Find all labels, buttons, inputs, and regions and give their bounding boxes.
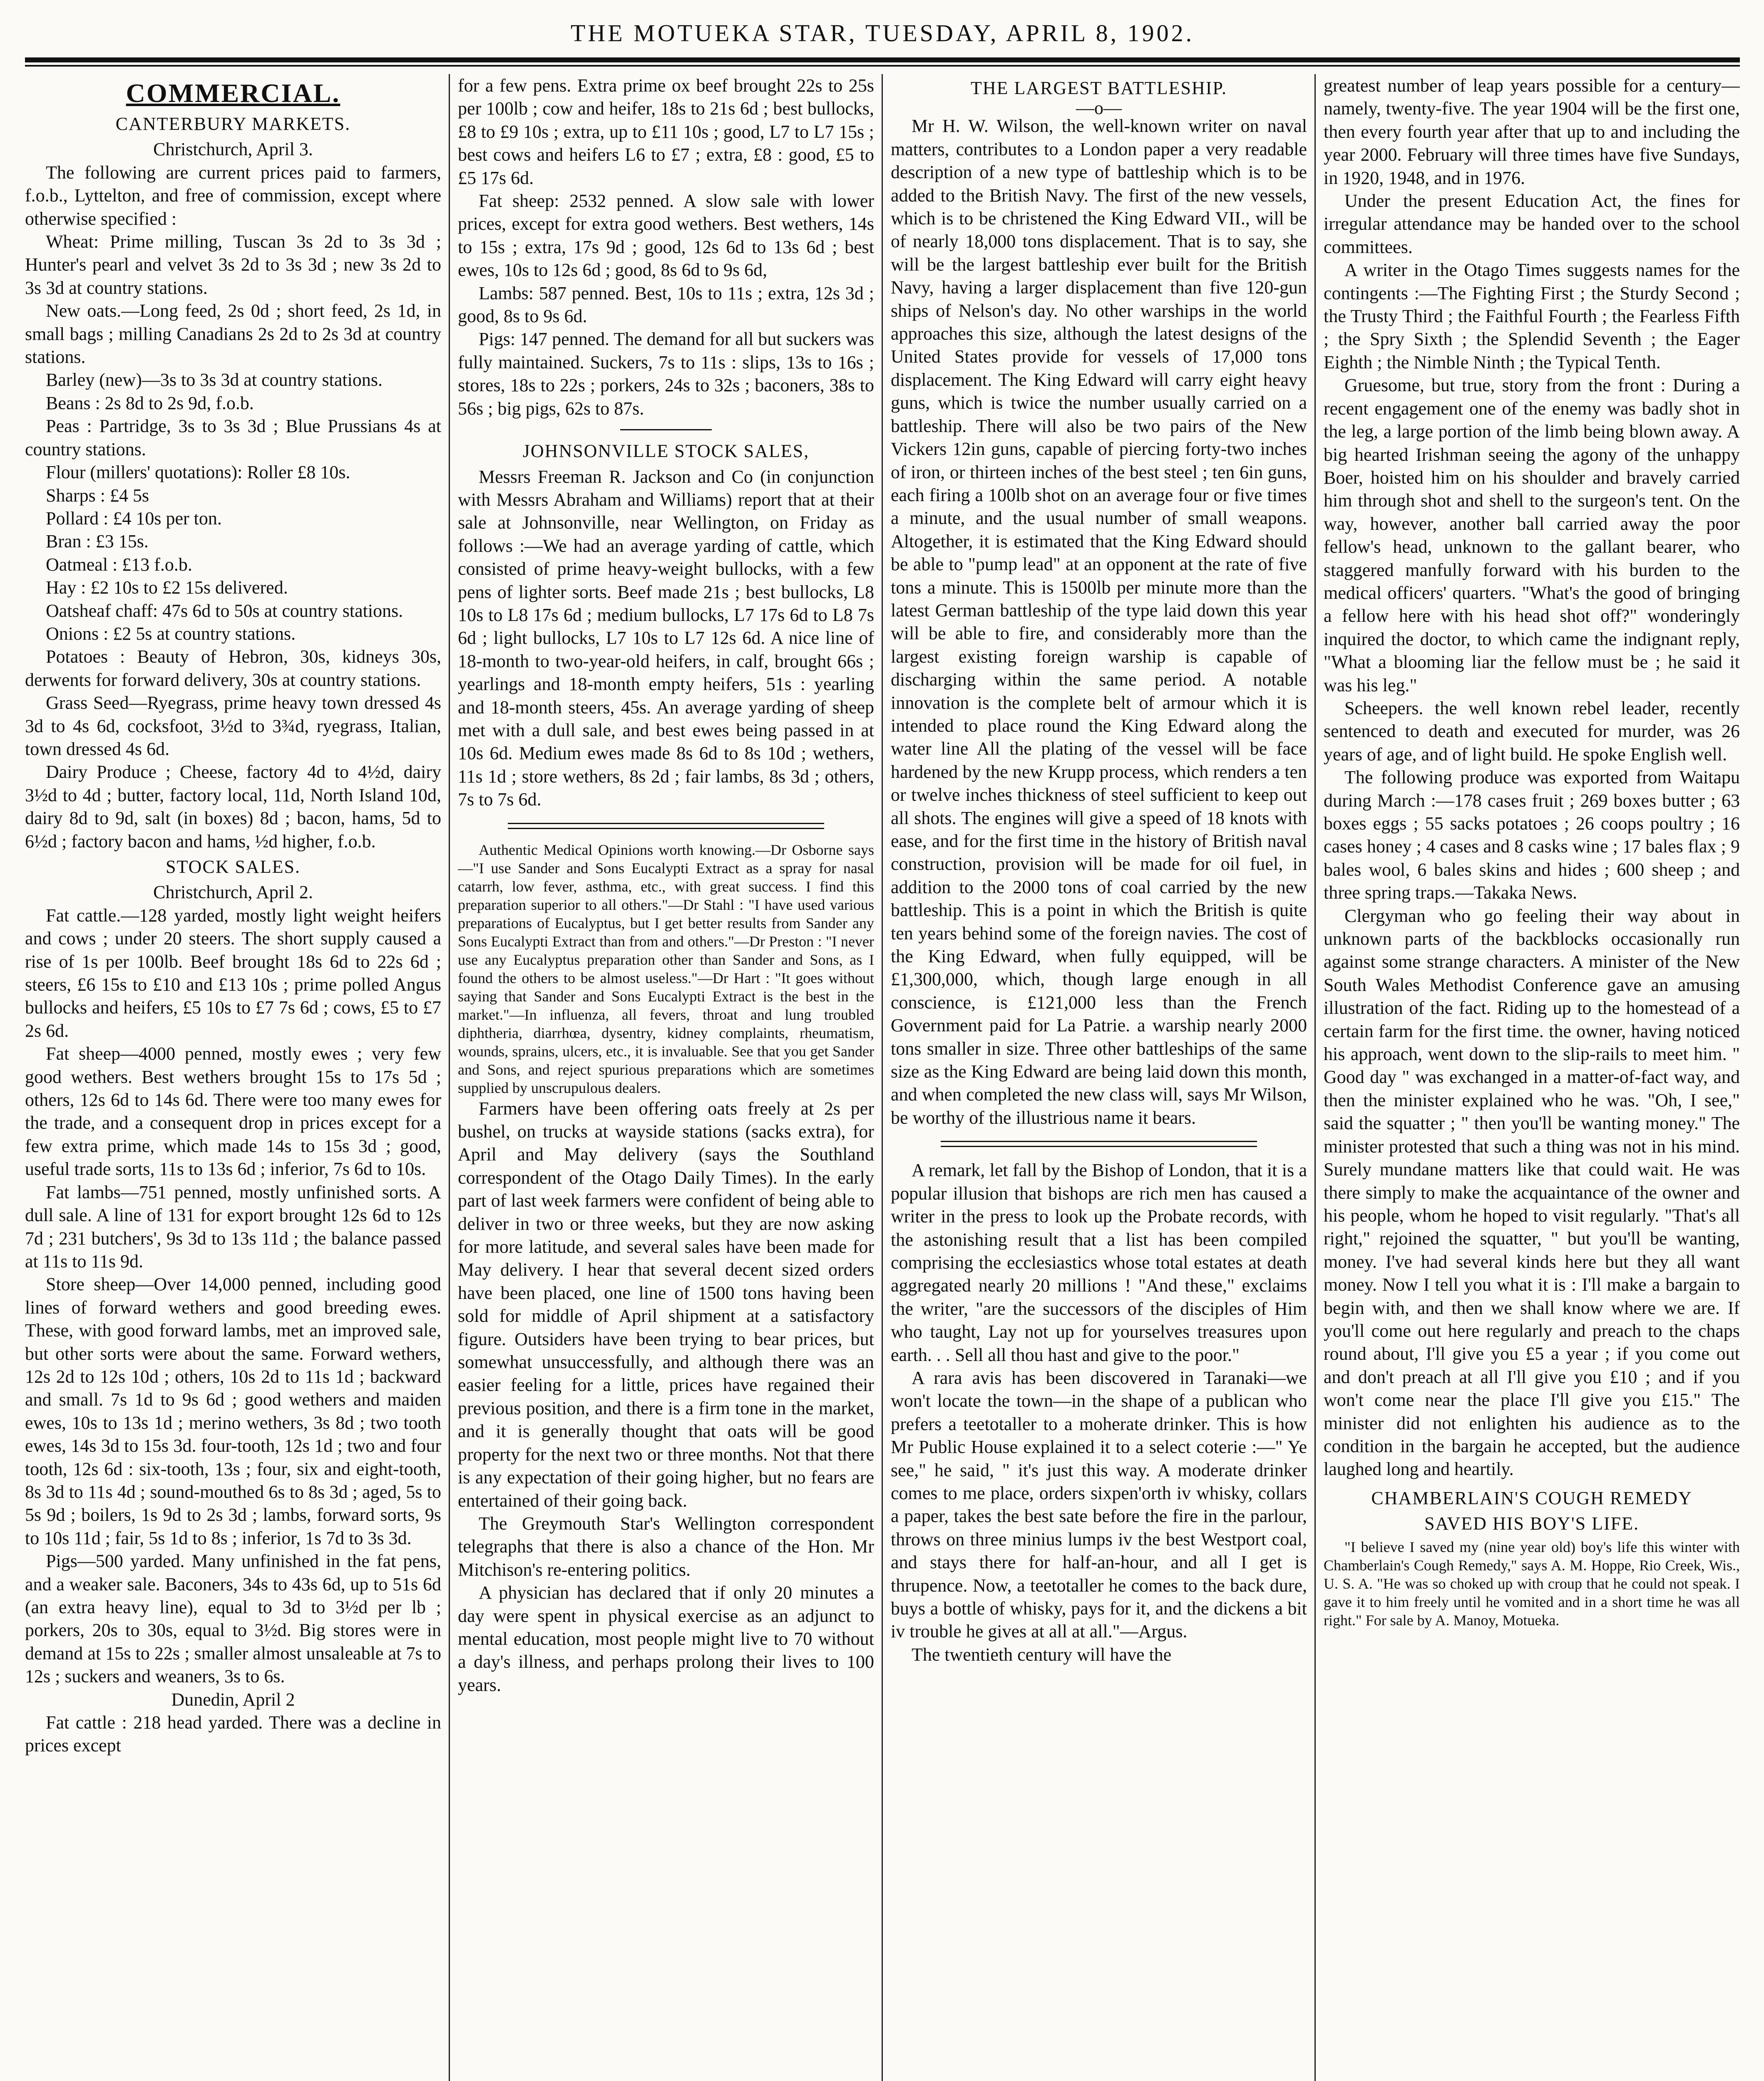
market-para: Flour (millers' quotations): Roller £8 10s. [46,462,350,483]
dunedin-para: Pigs: 147 penned. The demand for all but suckers was fully maintained. Suckers, 7s to 11s : slips, 13s to 16s ; stores, 18s to 22s ; porkers, 24s to 32s ; baconers, 38s to 56s ; big pigs, 62s to 87s. [458,329,874,419]
market-para: Grass Seed—Ryegrass, prime heavy town dressed 4s 3d to 4s 6d, cocksfoot, 3½d to 3¾d, ryegrass, Italian, town dressed 4s 6d. [25,693,441,759]
dunedin-para: Fat cattle : 218 head yarded. There was a decline in prices except [25,1712,441,1756]
heading-stock-sales: STOCK SALES. [166,857,301,877]
stock-para: Fat lambs—751 penned, mostly unfinished sorts. A dull sale. A line of 131 for export brought 12s 6d to 12s 7d ; 231 butchers', 9s 3d to 13s 11d ; the balance passed at 11s to 11s 9d. [25,1182,441,1271]
advert-chamberlain: "I believe I saved my (nine year old) boy's life this winter with Chamberlain's Cough Remedy," says A. M. Hoppe, Rio Creek, Wis., U. S. A. "He was so choked up with croup that he could not speak. I gave it to him freely until he vomited and in a short time he was all right." For sale by A. Manoy, Motueka. [1324,1538,1740,1629]
column-1 [25,74,441,2081]
market-para: Pollard : £4 10s per ton. [46,508,222,529]
article-divider [620,429,712,430]
masthead: THE MOTUEKA STAR, TUESDAY, APRIL 8, 1902. [570,20,1195,47]
dateline-christchurch: Christchurch, April 3. [153,139,313,160]
news-para: The Greymouth Star's Wellington correspondent telegraphs that there is also a chance of the Hon. Mr Mitchison's re-entering politics. [458,1513,874,1580]
news-para: A remark, let fall by the Bishop of London, that it is a popular illusion that bishops are rich men has caused a writer in the press to look up the Probate records, with the astonishing result that a list has been compiled comprising the ecclesiastics whose total estates at death aggregated nearly 20 millions ! "And these," exclaims the writer, "are the successors of the disciples of Him who taught, Lay not up for yourselves treasures upon earth. . . Sell all thou hast and give to the poor." [891,1160,1307,1365]
market-para: Dairy Produce ; Cheese, factory 4d to 4½d, dairy 3½d to 4d ; butter, factory local, 11d, North Island 10d, dairy 8d to 9d, salt (in boxes) 8d ; bacon, hams, 5d to 6½d ; factory bacon and hams, ½d higher, f.o.b. [25,762,441,852]
news-para: Gruesome, but true, story from the front : During a recent engagement one of the enemy was badly shot in the leg, a large portion of the limb being blown away. A big hearted Irishman seeing the agony of the unhappy Boer, hoisted him on his shoulder and bravely carried him through shot and shell to the surgeon's tent. On the way, however, another ball carried away the poor fellow's head, unknown to the gallant bearer, who staggered manfully forward with his burden to the medical officers' quarters. "What's the good of bringing a fellow here with his head shot off?" wonderingly inquired the doctor, to which came the indignant reply, "What a blooming liar the fellow must be ; he said it was his leg." [1324,375,1740,695]
stock-para: Fat sheep—4000 penned, mostly ewes ; very few good wethers. Best wethers brought 15s to 17s 5d ; others, 12s 6d to 14s 6d. There were too many ewes for the trade, and a consequent drop in prices except for a few extra prime, which made 14s to 15s 3d ; good, useful trade sorts, 11s to 13s 6d ; inferior, 7s 6d to 10s. [25,1043,441,1180]
heading-largest-battleship: THE LARGEST BATTLESHIP. [971,78,1227,98]
news-para: Under the present Education Act, the fines for irregular attendance may be handed over to the school committees. [1324,191,1740,257]
news-para: A rara avis has been discovered in Taranaki—we won't locate the town—in the shape of a publican who prefers a teetotaller to a moherate drinker. This is how Mr Public House explained it to a select coterie :—" Ye see," he said, " it's just this way. A moderate drinker comes to me place, orders sixpen'orth iv whisky, collars a paper, takes the best sate before the fire in the parlour, throws on three minius lumps iv the best Westport coal, and stays there for half-an-hour, and all I get is thrupence. Now, a teetotaller he comes to the back dure, buys a bottle of whisky, pays for it, and the dickens a bit iv trouble he gives at all at all."—Argus. [891,1367,1307,1642]
masthead-rule-thick [25,57,1740,62]
news-para: Farmers have been offering oats freely at 2s per bushel, on trucks at wayside stations (sacks extra), for April and May delivery (says the Southland correspondent of the Otago Daily Times). In the early part of last week farmers were confident of being able to deliver in two or three weeks, but they are now asking for more latitude, and several sales have been made for May delivery. I hear that several decent sized orders have been placed, one line of 1500 tons having been sold for middle of April shipment at a satisfactory figure. Outsiders have been trying to bear prices, but somewhat unsuccessfully, and although there was an easier feeling for a little, prices have regained their previous position, and there is a firm tone in the market, and it is generally thought that oats will be good property for the next two or three months. Not that there is any expectation of their going higher, but no fears are entertained of their going back. [458,1098,874,1511]
heading-johnsonville: JOHNSONVILLE STOCK SALES, [522,441,810,462]
dateline-dunedin: Dunedin, April 2 [171,1689,295,1710]
column-rule [1314,74,1316,2081]
heading-separator: —o— [1076,98,1122,119]
column-4 [1324,74,1740,2081]
masthead-rule-thin [25,65,1740,67]
news-para: Scheepers. the well known rebel leader, recently sentenced to death and executed for murder, was 26 years of age, and of light build. He spoke English well. [1324,698,1740,765]
news-para: A physician has declared that if only 20 minutes a day were spent in physical exercise as an adjunct to mental education, most people might live to 70 without a day's illness, and perhaps prolong their lives to 100 years. [458,1582,874,1695]
stock-para: Pigs—500 yarded. Many unfinished in the fat pens, and a weaker sale. Baconers, 34s to 43s 6d, up to 51s 6d (an extra heavy line), equal to 3d to 3½d per lb ; porkers, 20s to 30s, equal to 3½d. Big stores were in demand at 15s to 22s ; smaller almost unsaleable at 7s to 12s ; suckers and weaners, 3s to 6s. [25,1551,441,1687]
market-para: Sharps : £4 5s [46,485,149,506]
heading-chamberlain-sub: SAVED HIS BOY'S LIFE. [1424,1513,1640,1534]
market-para: Beans : 2s 8d to 2s 9d, f.o.b. [46,392,254,413]
stock-para: Fat cattle.—128 yarded, mostly light weight heifers and cows ; under 20 steers. The short supply caused a rise of 1s per 100lb. Beef brought 18s 6d to 22s 6d ; steers, £6 15s to £10 and £13 10s ; prime polled Angus bullocks and heifers, £5 10s to £7 7s 6d ; cows, £5 to £7 2s 6d. [25,905,441,1041]
news-para: Clergyman who go feeling their way about in unknown parts of the backblocks occasionally run against some strange characters. A minister of the New South Wales Methodist Conference gave an amusing illustration of the fact. Riding up to the homestead of a certain farm for the first time. the owner, having noticed his approach, went down to the slip-rails to meet him. " Good day " was exchanged in a matter-of-fact way, and then the minister explained who he was. "Oh, I see," said the squatter ; " then you'll be wanting money." The minister protested that such a thing was not in his mind. Surely mundane matters like that could wait. He was there simply to make the acquaintance of the owner and his people, whom he hoped to visit regularly. "That's all right," rejoined the squatter, " but you'll be wanting, money. I've had several kinds here but they all want money. Now I tell you what it is : I'll make a bargain to begin with, and then we shall know where we are. If you'll come out here regularly and preach to the chaps round about, I'll give you £5 a year ; if you come out and don't preach at all I'll give you £10 ; and if you won't come near the place I'll give you £15." The minister did not enlighten his audience as to the condition in the bargain he accepted, but the audience laughed long and heartily. [1324,905,1740,1480]
article-divider [941,1141,1257,1147]
column-2 [458,74,874,2081]
market-para: Hay : £2 10s to £2 15s delivered. [46,577,288,598]
market-para: Barley (new)—3s to 3s 3d at country stations. [46,370,383,390]
column-3 [891,74,1307,2081]
news-para: The twentieth century will have the [912,1644,1172,1665]
market-para: The following are current prices paid to farmers, f.o.b., Lyttelton, and free of commission, except where otherwise specified : [25,162,441,229]
market-para: Peas : Partridge, 3s to 3s 3d ; Blue Prussians 4s at country stations. [25,416,441,459]
market-para: New oats.—Long feed, 2s 0d ; short feed, 2s 1d, in small bags ; milling Canadians 2s 2d to 2s 3d at country stations. [25,300,441,368]
dunedin-continued-para: for a few pens. Extra prime ox beef brought 22s to 25s per 100lb ; cow and heifer, 18s to 21s 6d ; best bullocks, £8 to £9 10s ; extra, up to £11 10s ; good, L7 to L7 15s ; best cows and heifers L6 to £7 ; extra, £8 : good, £5 to £5 17s 6d. [458,75,874,188]
market-para: Bran : £3 15s. [46,531,149,552]
article-divider [508,823,824,829]
market-para: Oatmeal : £13 f.o.b. [46,554,192,575]
column-rule [882,74,883,2081]
news-para: A writer in the Otago Times suggests names for the contingents :—The Fighting First ; the Sturdy Second ; the Trusty Third ; the Faithful Fourth ; the Fearless Fifth ; the Spry Sixth ; the Splendid Seventh ; the Eager Eighth ; the Nimble Ninth ; the Typical Tenth. [1324,260,1740,372]
battleship-para: Mr H. W. Wilson, the well-known writer on naval matters, contributes to a London paper a very readable description of a new type of battleship which is to be added to the British Navy. The first of the new vessels, which is to be christened the King Edward VII., will be of nearly 18,000 tons displacement. That is to say, she will be the largest battleship ever built for the British Navy, having a larger displacement than five 120-gun ships of Nelson's day. No other warships in the world approaches this size, although the latest designs of the United States provide for vessels of 17,000 tons displacement. The King Edward will carry eight heavy guns, which is twice the number usually carried on a battleship. There will also be two pairs of the New Vickers 12in guns, capable of piercing forty-two inches of iron, or thirteen inches of the best steel ; ten 6in guns, each firing a 100lb shot on an average four or five times a minute, and the usual number of small weapons. Altogether, it is estimated that the King Edward should be able to "pump lead" at an opponent at the rate of five tons a minute. This is 1500lb per minute more than the latest German battleship of the type laid down this year will be able to fire, and considerably more than the largest existing foreign warship is capable of discharging within the same period. A notable innovation is the complete belt of armour which it is intended to place round the King Edward along the water line All the plating of the vessel will be face hardened by the new Krupp process, which renders a ten or twelve inches thickness of steel sufficient to keep out all shots. The engines will give a speed of 18 knots with ease, and for the first time in the history of British naval construction, provision will be made for oil fuel, in addition to the 2000 tons of coal carried by the new battleship. This is a point in which the British is quite ten years behind some of the foreign navies. The cost of the King Edward, when fully equipped, will be £1,300,000, which, though large enough in all conscience, is £121,000 less than the French Government paid for La Patrie. a warship nearly 2000 tons smaller in size. Three other battleships of the same size as the King Edward are being laid down this month, and when completed the new class will, says Mr Wilson, be worthy of the illustrious name it bears. [891,116,1307,1128]
heading-canterbury-markets: CANTERBURY MARKETS. [115,114,351,134]
column-rule [449,74,450,2081]
section-title-commercial: COMMERCIAL. [126,78,340,108]
news-para: The following produce was exported from Waitapu during March :—178 cases fruit ; 269 boxes butter ; 63 boxes eggs ; 55 sacks potatoes ; 26 coops poultry ; 16 cases honey ; 4 cases and 8 casks wine ; 17 bales flax ; 9 bales wool, 6 bales skins and hides ; 600 sheep ; and three spring traps.—Takaka News. [1324,767,1740,903]
heading-chamberlain: CHAMBERLAIN'S COUGH REMEDY [1371,1487,1692,1508]
leap-years-para: greatest number of leap years possible for a century—namely, twenty-five. The year 1904 will be the first one, then every fourth year after that up to and including the year 2000. February will three times have five Sundays, in 1920, 1948, and in 1976. [1324,75,1740,188]
johnsonville-para: Messrs Freeman R. Jackson and Co (in conjunction with Messrs Abraham and Williams) report that at their sale at Johnsonville, near Wellington, on Friday as follows :—We had an average yarding of cattle, which consisted of prime heavy-weight bullocks, with a few pens of lighter sorts. Beef made 21s ; best bullocks, L8 10s to L8 17s 6d ; medium bullocks, L7 17s 6d to L8 7s 6d ; light bullocks, L7 10s to L7 12s 6d. A nice line of 18-month to two-year-old heifers, in calf, brought 66s ; yearlings and 18-month empty heifers, 51s : yearling and 18-month steers, 45s. An average yarding of sheep met with a dull sale, and best ewes being passed in at 10s 6d. Medium ewes made 8s 6d to 8s 10d ; wethers, 11s 1d ; store wethers, 8s 2d ; fair lambs, 8s 3d ; others, 7s to 7s 6d. [458,466,874,810]
market-para: Onions : £2 5s at country stations. [46,623,296,644]
stock-para: Store sheep—Over 14,000 penned, including good lines of forward wethers and good breeding ewes. These, with good forward lambs, met an improved sale, but other sorts were about the same. Forward wethers, 12s 2d to 12s 10d ; others, 10s 2d to 11s 1d ; backward and small. 7s 1d to 9s 6d ; good wethers and maiden ewes, 10s to 13s 1d ; merino wethers, 3s 8d ; two tooth ewes, 14s 3d to 15s 3d. four-tooth, 12s 1d ; two and four tooth, 12s 6d : six-tooth, 13s ; four, six and eight-tooth, 8s 3d to 11s 4d ; sound-mouthed 6s to 8s 3d ; aged, 5s to 5s 9d ; boilers, 1s 9d to 2s 3d ; lambs, forward sorts, 9s to 10s 11d ; fair, 5s 1d to 8s ; inferior, 1s 7d to 3s 3d. [25,1274,441,1548]
dunedin-para: Lambs: 587 penned. Best, 10s to 11s ; extra, 12s 3d ; good, 8s to 9s 6d. [458,283,874,327]
dateline-christchurch-stock: Christchurch, April 2. [153,882,313,903]
dunedin-para: Fat sheep: 2532 penned. A slow sale with lower prices, except for extra good wethers. Best wethers, 14s to 15s ; extra, 17s 9d ; good, 12s 6d to 13s 6d ; best ewes, 10s to 12s 6d ; good, 8s 6d to 9s 6d, [458,191,874,281]
market-para: Potatoes : Beauty of Hebron, 30s, kidneys 30s, derwents for forward delivery, 30s at country stations. [25,646,441,690]
market-para: Wheat: Prime milling, Tuscan 3s 2d to 3s 3d ; Hunter's pearl and velvet 3s 2d to 3s 3d ; new 3s 2d to 3s 3d at country stations. [25,231,441,298]
advert-eucalypti: Authentic Medical Opinions worth knowing.—Dr Osborne says—"I use Sander and Sons Eucalypti Extract as a spray for nasal catarrh, low fever, asthma, etc., with great success. I find this preparation superior to all others."—Dr Stahl : "I have used various preparations of Eucalyptus, but I get better results from Sander any Sons Eucalypti Extract than from and others."—Dr Preston : "I never use any Eucalyptus preparation other than Sander and Sons, as I found the others to be almost useless."—Dr Hart : "It goes without saying that Sander and Sons Eucalypti Extract is the best in the market."—In influenza, all fevers, throat and lung troubled diphtheria, diarrhœa, dysentry, kidney complaints, rheumatism, wounds, sprains, ulcers, etc., it is invaluable. See that you get Sander and Sons, and reject spurious preparations which are sometimes supplied by unscrupulous dealers. [458,841,874,1096]
market-para: Oatsheaf chaff: 47s 6d to 50s at country stations. [46,600,403,621]
